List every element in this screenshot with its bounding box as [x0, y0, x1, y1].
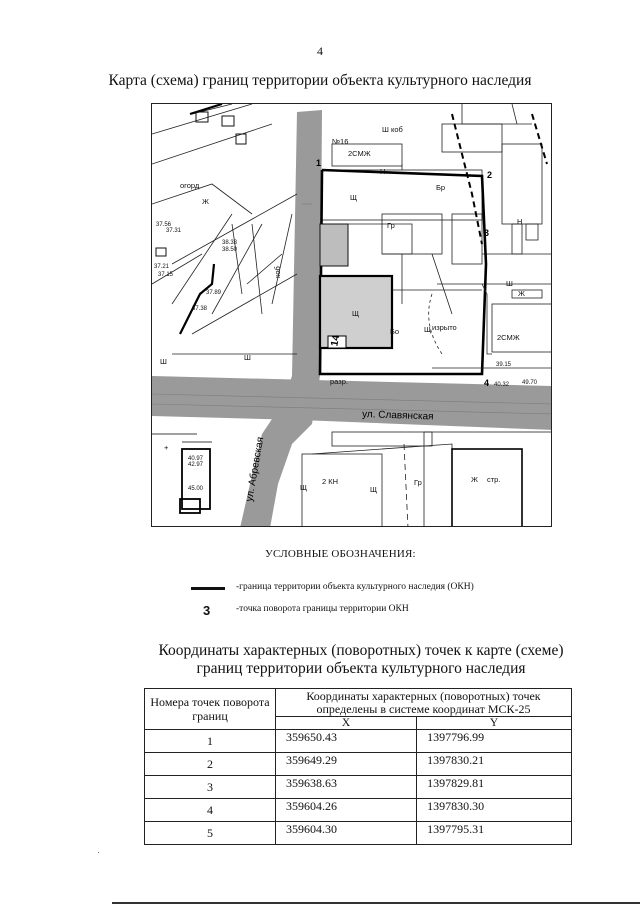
table-row: 5 359604.30 1397795.31 — [145, 822, 572, 845]
svg-text:изрыто: изрыто — [432, 323, 457, 332]
scan-mark — [98, 852, 99, 853]
svg-text:Ш: Ш — [160, 357, 167, 366]
legend-boundary-text: -граница территории объекта культурного наследия (ОКН) — [236, 582, 474, 592]
svg-text:+: + — [164, 443, 169, 452]
coordinates-title-line: Координаты характерных (поворотных) точек к карте (схеме) — [158, 642, 564, 659]
bottom-buildings — [302, 432, 552, 527]
turning-point-labels — [316, 158, 492, 388]
svg-text:37.89: 37.89 — [206, 290, 222, 296]
svg-text:Ж: Ж — [518, 289, 525, 298]
svg-text:разр.: разр. — [330, 377, 348, 386]
turning-point: 1 — [316, 158, 322, 168]
svg-text:Бо: Бо — [390, 327, 400, 336]
turning-point: 4 — [484, 378, 490, 388]
svg-text:Гр: Гр — [414, 478, 422, 487]
col-x-header: X — [276, 717, 417, 730]
svg-text:№16: №16 — [332, 137, 349, 146]
svg-text:2СМЖ: 2СМЖ — [497, 333, 520, 342]
boundary-dashes-top — [452, 114, 547, 244]
svg-text:45.00: 45.00 — [188, 486, 204, 492]
svg-text:2СМЖ: 2СМЖ — [348, 149, 371, 158]
svg-text:Гр: Гр — [387, 221, 395, 230]
col-coordinates-header: Координаты характерных (поворотных) точек определены в системе координат МСК-25 — [276, 689, 572, 717]
svg-text:40.32: 40.32 — [494, 382, 510, 388]
svg-text:40.97: 40.97 — [188, 456, 204, 462]
legend-point-text: -точка поворота границы территории ОКН — [236, 604, 409, 614]
coordinates-table — [144, 688, 572, 845]
svg-text:42.97: 42.97 — [188, 462, 204, 468]
coordinates-title-line: границ территории объекта культурного наследия — [196, 660, 526, 677]
table-row: 3 359638.63 1397829.81 — [145, 776, 572, 799]
svg-text:Ж: Ж — [471, 475, 478, 484]
table-row: 2 359649.29 1397830.21 — [145, 753, 572, 776]
col-y-header: Y — [417, 717, 572, 730]
map-title: Карта (схема) границ территории объекта культурного наследия — [108, 72, 532, 89]
svg-text:Щ: Щ — [370, 485, 378, 494]
legend-boundary-line — [191, 587, 225, 590]
legend-title: УСЛОВНЫЕ ОБОЗНАЧЕНИЯ: — [265, 548, 416, 560]
col-point-number-header: Номера точек поворота границ — [145, 689, 276, 730]
svg-text:коб: коб — [273, 266, 282, 278]
object-number: 14 — [329, 334, 343, 348]
svg-text:Щ: Щ — [300, 483, 308, 492]
svg-text:Щ: Щ — [424, 325, 432, 334]
svg-text:Н: Н — [380, 167, 386, 176]
svg-text:37.56: 37.56 — [156, 222, 172, 228]
svg-text:Ж: Ж — [202, 197, 209, 206]
street-label: ул. Славянская — [361, 409, 434, 423]
small-squares-left — [156, 112, 246, 256]
svg-text:38.50: 38.50 — [222, 247, 238, 253]
svg-text:Щ: Щ — [352, 309, 360, 318]
svg-text:37.21: 37.21 — [154, 264, 170, 270]
svg-text:Ш: Ш — [244, 353, 251, 362]
svg-text:Ш: Ш — [506, 279, 513, 288]
svg-text:37.38: 37.38 — [192, 306, 208, 312]
turning-point: 2 — [487, 170, 493, 180]
bottom-rule — [112, 902, 640, 904]
table-row: 1 359650.43 1397796.99 — [145, 730, 572, 753]
svg-text:Бр: Бр — [436, 183, 446, 192]
coordinates-title — [0, 642, 640, 678]
page-number: 4 — [317, 44, 323, 58]
svg-text:Ш коб: Ш коб — [382, 125, 403, 134]
object-building — [320, 224, 392, 348]
cadastral-map — [151, 103, 552, 527]
svg-text:37.15: 37.15 — [158, 272, 174, 278]
svg-text:Щ: Щ — [350, 193, 358, 202]
svg-text:Н: Н — [517, 217, 523, 226]
svg-text:38.33: 38.33 — [222, 240, 238, 246]
svg-text:огорд: огорд — [180, 181, 200, 190]
svg-text:39.15: 39.15 — [496, 362, 512, 368]
svg-text:2 КН: 2 КН — [322, 477, 339, 486]
street-label: ул. Абревская — [244, 436, 267, 503]
table-row: 4 359604.26 1397830.30 — [145, 799, 572, 822]
svg-text:49.70: 49.70 — [522, 380, 538, 386]
parcel-bold-left — [180, 104, 222, 334]
svg-text:стр.: стр. — [487, 475, 501, 484]
turning-point: 3 — [484, 228, 490, 238]
svg-text:37.31: 37.31 — [166, 228, 182, 234]
legend-point-symbol: 3 — [203, 603, 211, 618]
bottom-left-parcels — [152, 434, 212, 513]
